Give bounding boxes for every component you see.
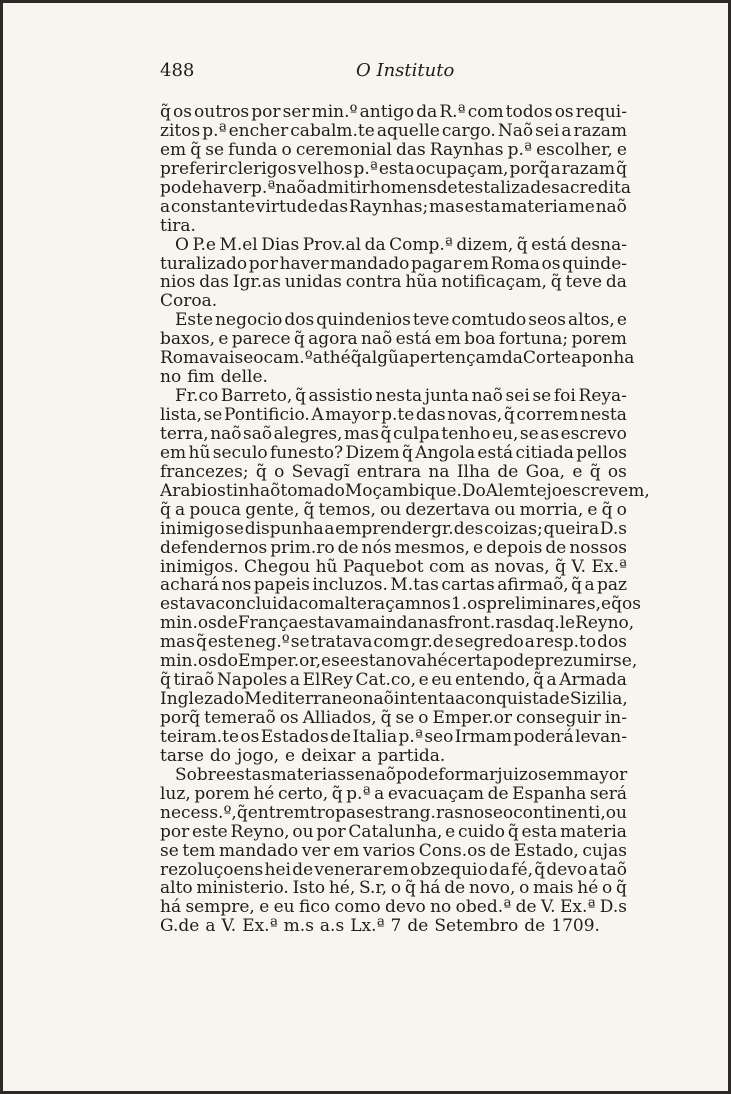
- text-line: porq̃ temeraõ os Alliados, q̃ se o Emper.or conseguir in-: [160, 708, 627, 728]
- text-line: Coroa.: [160, 291, 218, 312]
- text-line: defendernos prim.ro de nós mesmos, e depois de nossos: [160, 537, 627, 558]
- text-line: francezes; q̃ o Sevagĩ entrara na Ilha de Goa, e q̃ os: [160, 461, 627, 482]
- text-line: min.os do Emper.or, e se esta nova hé certa pode prezumirse,: [160, 651, 638, 672]
- text-line: lista, se Pontificio. A mayor p.te das novas, q̃ correm nesta: [160, 405, 627, 425]
- text-line: teiram.te os Estados de Italia p.ª seo Irmam poderá levan-: [160, 726, 627, 747]
- text-line: mas q̃ este neg.º se tratava com gr.de segredo a resp.to dos: [160, 632, 627, 653]
- text-line: em hũ seculo funesto? Dizem q̃ Angola está citiada pellos: [160, 442, 627, 463]
- text-line: em q̃ se funda o ceremonial das Raynhas p.ª escolher, e: [160, 139, 627, 160]
- text-line: q̃ a pouca gente, q̃ temos, ou dezertava ou morria, e q̃ o: [160, 499, 627, 520]
- text-line: Fr.co Barreto, q̃ assistio nesta junta naõ sei se foi Reya-: [175, 386, 627, 407]
- text-line: inimigos. Chegou hũ Paquebot com as novas, q̃ V. Ex.ª: [160, 556, 627, 577]
- page-header: [160, 60, 580, 86]
- page-number: 488: [160, 60, 195, 81]
- text-line: a constante virtude das Raynhas; mas esta materia me naõ: [160, 196, 627, 217]
- letter-body: [160, 102, 650, 937]
- text-line: turalizado por haver mandado pagar em Roma os quinde-: [160, 253, 627, 274]
- text-line: Sobre estas materias se naõ pode formar juizo sem mayor: [175, 764, 628, 785]
- text-line: alto ministerio. Isto hé, S.r, o q̃ há de novo, o mais hé o q̃: [160, 878, 627, 899]
- text-line: baxos, e parece q̃ agora naõ está em boa fortuna; porem: [160, 329, 627, 350]
- text-line: luz, porem hé certo, q̃ p.ª a evacuaçam de Espanha será: [160, 783, 627, 804]
- text-line: tarse do jogo, e deixar a partida.: [160, 745, 446, 766]
- text-line: min.os de França estavam ainda nas front.ras daq.le Reyno,: [160, 613, 635, 634]
- text-line: nios das Igr.as unidas contra hũa notificaçam, q̃ teve da: [160, 272, 627, 293]
- text-line: há sempre, e eu fico como devo no obed.ª de V. Ex.ª D.s: [160, 897, 627, 918]
- text-line: achará nos papeis incluzos. M.tas cartas afirmaõ, q̃ a paz: [160, 575, 627, 596]
- text-line: q̃ os outros por ser min.º antigo da R.ª com todos os requi-: [160, 102, 627, 122]
- text-line: preferir clerigos velhos p.ª esta ocupaçam, porq̃ a razam q̃: [160, 158, 627, 179]
- text-line: rezoluçoens hei de venerar em obzequio da fé, q̃ devo a taõ: [160, 859, 627, 880]
- text-line: Roma vai seo cam.º athé q̃ algũa pertençam da Corte a ponha: [160, 348, 635, 369]
- text-line: Arabios tinhaõ tomado Moçambique. Do Alemtejo escrevem,: [160, 480, 650, 501]
- text-line: tira.: [160, 215, 196, 236]
- text-line: no fim delle.: [160, 367, 268, 388]
- text-line: zitos p.ª encher cabalm.te aquelle cargo. Naõ sei a razam: [160, 120, 627, 141]
- text-line: pode haver p.ª naõ admitir homens de testa liza desacredita: [160, 177, 631, 198]
- text-line: Este negocio dos quindenios teve comtudo seos altos, e: [175, 310, 627, 331]
- text-line: necess.º, q̃ entrem tropas estrang.ras no seo continenti, ou: [160, 802, 627, 823]
- running-title: O Instituto: [356, 60, 455, 81]
- text-line: terra, naõ saõ alegres, mas q̃ culpa tenho eu, se as escrevo: [160, 423, 627, 444]
- text-line: por este Reyno, ou por Catalunha, e cuido q̃ esta materia: [160, 821, 627, 842]
- text-line: inimigo se dispunha a emprender gr.des coizas; queira D.s: [160, 518, 627, 539]
- text-line: O P.e M.el Dias Prov.al da Comp.ª dizem, q̃ está desna-: [175, 234, 627, 255]
- text-line: Ingleza do Mediterraneo naõ intenta a conquista de Sizilia,: [160, 689, 628, 710]
- text-line: se tem mandado ver em varios Cons.os de Estado, cujas: [160, 840, 627, 861]
- text-line: estava concluida com alteraçam nos 1.os preliminares, e q̃ os: [160, 594, 641, 615]
- text-line: q̃ tiraõ Napoles a ElRey Cat.co, e eu entendo, q̃ a Armada: [160, 670, 627, 691]
- text-line: G.de a V. Ex.ª m.s a.s Lx.ª 7 de Setembro de 1709.: [160, 916, 600, 937]
